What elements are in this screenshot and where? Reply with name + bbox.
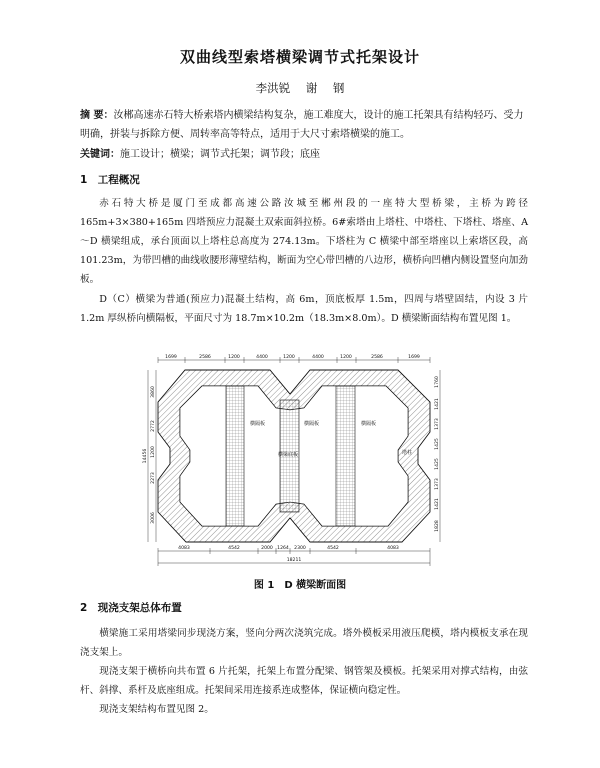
- right-dim-4: 1425: [435, 438, 440, 450]
- label-diaphragm-right: 横隔板: [361, 421, 377, 427]
- label-diaphragm-mid: 横隔板: [304, 421, 320, 427]
- left-dim-4: 2273: [151, 472, 156, 484]
- bottom-dimension-chain: [158, 545, 430, 566]
- bottom-dim-7: 4083: [387, 546, 399, 551]
- diaphragm-left: [226, 386, 244, 526]
- bottom-total-dim: 18211: [286, 558, 302, 563]
- bottom-dim-3: 2000: [261, 546, 273, 551]
- right-dim-7: 1421: [435, 498, 440, 510]
- bottom-dim-1: 4083: [178, 546, 190, 551]
- right-dim-2: 1421: [435, 398, 440, 410]
- right-dim-6: 1373: [435, 478, 440, 490]
- left-dim-2: 2772: [151, 420, 156, 432]
- top-dim-3: 1200: [228, 355, 240, 360]
- keywords-text: 施工设计；横梁；调节式托架；调节段；底座: [120, 149, 320, 160]
- top-dimension-chain: [158, 354, 430, 363]
- left-dim-1: 3860: [151, 386, 156, 398]
- figure-1-caption: 图 1 D 横梁断面图: [253, 580, 347, 591]
- section-1-paragraph-1: 赤石特大桥是厦门至成都高速公路汝城至郴州段的一座特大型桥梁，主桥为跨径 165m+3×380+165m 四塔预应力混凝土双索面斜拉桥。6#索塔由上塔柱、中塔柱、下塔柱、塔座、A～D 横梁组成，承台顶面以上塔柱总高度为 274.13m。下塔柱为 C 横梁中部至塔座以上索塔区段，高 101.23m，为带凹槽的曲线收腰形薄壁结构，断面为空心带凹槽的八边形，横桥向凹槽内侧设置竖向加劲板。: [80, 198, 528, 285]
- right-dim-8: 1828: [435, 520, 440, 532]
- top-dim-8: 2586: [371, 355, 383, 360]
- top-dim-4: 4400: [256, 355, 268, 360]
- diaphragm-right: [336, 386, 355, 526]
- bottom-dim-4: 1264: [277, 546, 289, 551]
- paper-authors: 李洪锐 谢 钢: [255, 81, 345, 95]
- right-dimension-chain: [434, 370, 440, 542]
- paper-title: 双曲线型索塔横梁调节式托架设计: [179, 48, 420, 66]
- top-dim-1: 1699: [165, 355, 177, 360]
- section-1-paragraph-2: D（C）横梁为普通(预应力)混凝土结构，高 6m，顶底板厚 1.5m，四周与塔壁固结，内设 3 片 1.2m 厚纵桥向横隔板，平面尺寸为 18.7m×10.2m（18.3m×8.0m）。D 横梁断面结构布置见图 1。: [80, 294, 528, 324]
- top-dim-9: 1699: [408, 355, 420, 360]
- section-2-paragraph-2: 现浇支架于横桥向共布置 6 片托架，托架上布置分配梁、钢管架及模板。托架采用对撑式结构，由弦杆、斜撑、系杆及底座组成。托架间采用连接系连成整体，保证横向稳定性。: [80, 666, 528, 696]
- label-tower-wall: 塔柱: [402, 450, 413, 456]
- abstract-text: 汝郴高速赤石特大桥索塔内横梁结构复杂，施工难度大，设计的施工托架具有结构轻巧、受力明确，拼装与拆除方便、周转率高等特点，适用于大尺寸索塔横梁的施工。: [80, 110, 524, 140]
- top-dim-7: 1200: [340, 355, 352, 360]
- section-heading-1: 1 工程概况: [80, 174, 140, 186]
- top-dim-2: 2586: [199, 355, 211, 360]
- keywords: [80, 145, 528, 164]
- abstract: [80, 106, 528, 144]
- left-dim-3: 1200: [151, 446, 156, 458]
- top-dim-6: 4400: [312, 355, 324, 360]
- section-heading-2: 2 现浇支架总体布置: [80, 602, 182, 614]
- right-dim-1: 1760: [435, 376, 440, 388]
- keywords-label: 关键词：: [80, 149, 120, 160]
- section-2-paragraph-1: 横梁施工采用塔梁同步现浇方案，竖向分两次浇筑完成。塔外模板采用液压爬模，塔内模板支承在现浇支架上。: [80, 628, 528, 658]
- top-dim-5: 1200: [283, 355, 295, 360]
- label-bottom-plate: 横梁底板: [278, 452, 299, 458]
- label-diaphragm-left: 横隔板: [250, 421, 266, 427]
- left-dim-5: 3006: [151, 512, 156, 524]
- bottom-dim-6: 4542: [327, 546, 339, 551]
- bottom-dim-5: 2300: [294, 546, 306, 551]
- left-dimension-chain: [142, 370, 156, 542]
- section-2-paragraph-3: 现浇支架结构布置见图 2。: [99, 704, 214, 715]
- abstract-label: 摘 要：: [80, 110, 114, 121]
- right-dim-5: 1425: [435, 458, 440, 470]
- bottom-dim-2: 4542: [228, 546, 240, 551]
- right-dim-3: 1373: [435, 418, 440, 430]
- left-total-dim: 14456: [143, 448, 148, 464]
- figure-1-cross-section: [140, 352, 450, 572]
